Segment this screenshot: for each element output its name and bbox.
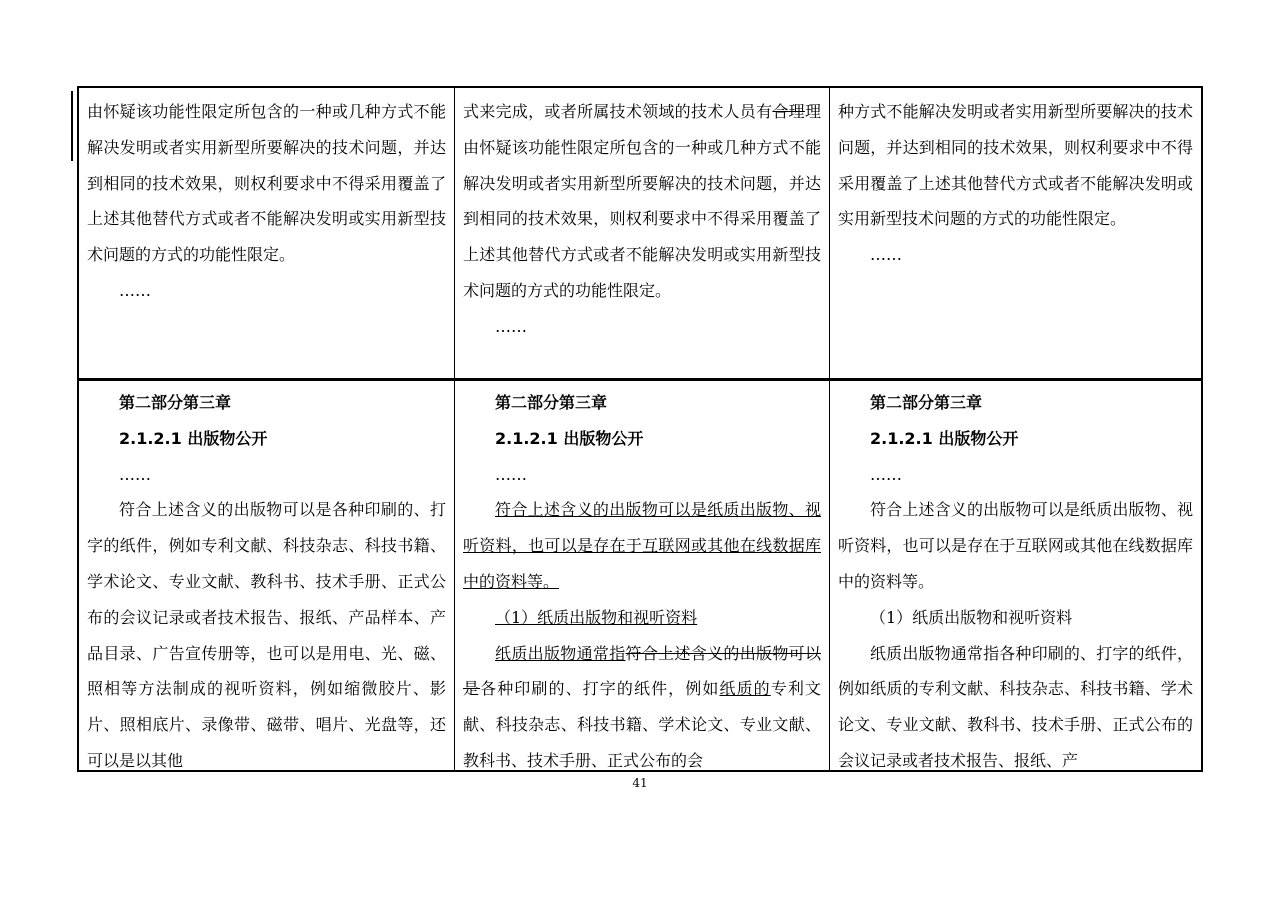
deleted-text: 合 [772, 102, 789, 121]
inserted-text: （1）纸质出版物和视听资料 [495, 607, 698, 627]
text-run: 式来完成，或者所属技术领域的技术人员有 [463, 102, 773, 121]
cell-row2-col2 [454, 378, 829, 770]
paragraph [463, 636, 821, 770]
paragraph: 由怀疑该功能性限定所包含的一种或几种方式不能解决发明或者实用新型所要解决的技术问题，并达到相同的技术效果，则权利要求中不得采用覆盖了上述其他替代方式或者不能解决发明或实用新型技术问题的方式的功能性限定。 [87, 102, 446, 265]
paragraph: 纸质出版物通常指各种印刷的、打字的纸件，例如纸质的专利文献、科技杂志、科技书籍、学术论文、专业文献、教科书、技术手册、正式公布的会议记录或者技术报告、报纸、产 [838, 643, 1193, 770]
inserted-text: 纸质出版物通常指 [495, 643, 626, 663]
deleted-text: 理 [788, 102, 805, 121]
paragraph [463, 94, 821, 309]
paragraph: 种方式不能解决发明或者实用新型所要解决的技术问题，并达到相同的技术效果，则权利要求中不得采用覆盖了上述其他替代方式或者不能解决发明或实用新型技术问题的方式的功能性限定。 [838, 102, 1193, 229]
section-heading: 第二部分第三章 [119, 393, 232, 412]
inserted-text: 符合上述含义的出版物可以是纸质出版物、视听资料，也可以是存在于互联网或其他在线数据库中的资料等。 [463, 500, 821, 591]
margin-revision-bar [71, 91, 73, 161]
ellipsis: …… [870, 245, 902, 265]
section-heading: 第二部分第三章 [870, 393, 983, 412]
paragraph: （1）纸质出版物和视听资料 [870, 607, 1073, 627]
ellipsis: …… [119, 464, 151, 484]
paragraph: 符合上述含义的出版物可以是纸质出版物、视听资料，也可以是存在于互联网或其他在线数据库中的资料等。 [838, 500, 1193, 591]
text-run: 各种印刷的、打字的纸件，例如 [480, 679, 720, 699]
subsection-heading: 2.1.2.1 出版物公开 [870, 428, 1019, 448]
deleted-text: 符合上述含义的出版物可以是 [463, 643, 821, 699]
ellipsis: …… [495, 316, 527, 336]
ellipsis: …… [870, 464, 902, 484]
section-heading: 第二部分第三章 [495, 393, 608, 412]
paragraph: 符合上述含义的出版物可以是各种印刷的、打字的纸件，例如专利文献、科技杂志、科技书籍、学术论文、专业文献、教科书、技术手册、正式公布的会议记录或者技术报告、报纸、产品样本、产品目录、广告宣传册等，也可以是用电、光、磁、照相等方法制成的视听资料，例如缩微胶片、影片、照相底片、录像带、磁带、唱片、光盘等，还可以是以其他 [87, 500, 446, 770]
text-run: 专利文献、科技杂志、科技书籍、学术论文、专业文献、教科书、技术手册、正式公布的会 [463, 679, 821, 770]
page-number: 41 [632, 776, 648, 790]
inserted-text: 纸质的 [719, 679, 771, 699]
text-run: 理由怀疑该功能性限定所包含的一种或几种方式不能解决发明或者实用新型所要解决的技术问题，并达到相同的技术效果，则权利要求中不得采用覆盖了上述其他替代方式或者不能解决发明或实用新型技术问题的方式的功能性限定。 [463, 102, 821, 300]
cell-row2-col1 [79, 378, 454, 770]
paragraph [463, 492, 821, 599]
ellipsis: …… [495, 464, 527, 484]
cell-row1-col1 [79, 88, 454, 378]
cell-row1-col2 [454, 88, 829, 378]
paragraph [463, 600, 821, 636]
comparison-table [77, 86, 1203, 772]
cell-row1-col3 [829, 88, 1201, 378]
ellipsis: …… [119, 280, 151, 300]
cell-row2-col3 [829, 378, 1201, 770]
subsection-heading: 2.1.2.1 出版物公开 [119, 428, 268, 448]
subsection-heading: 2.1.2.1 出版物公开 [495, 428, 644, 448]
